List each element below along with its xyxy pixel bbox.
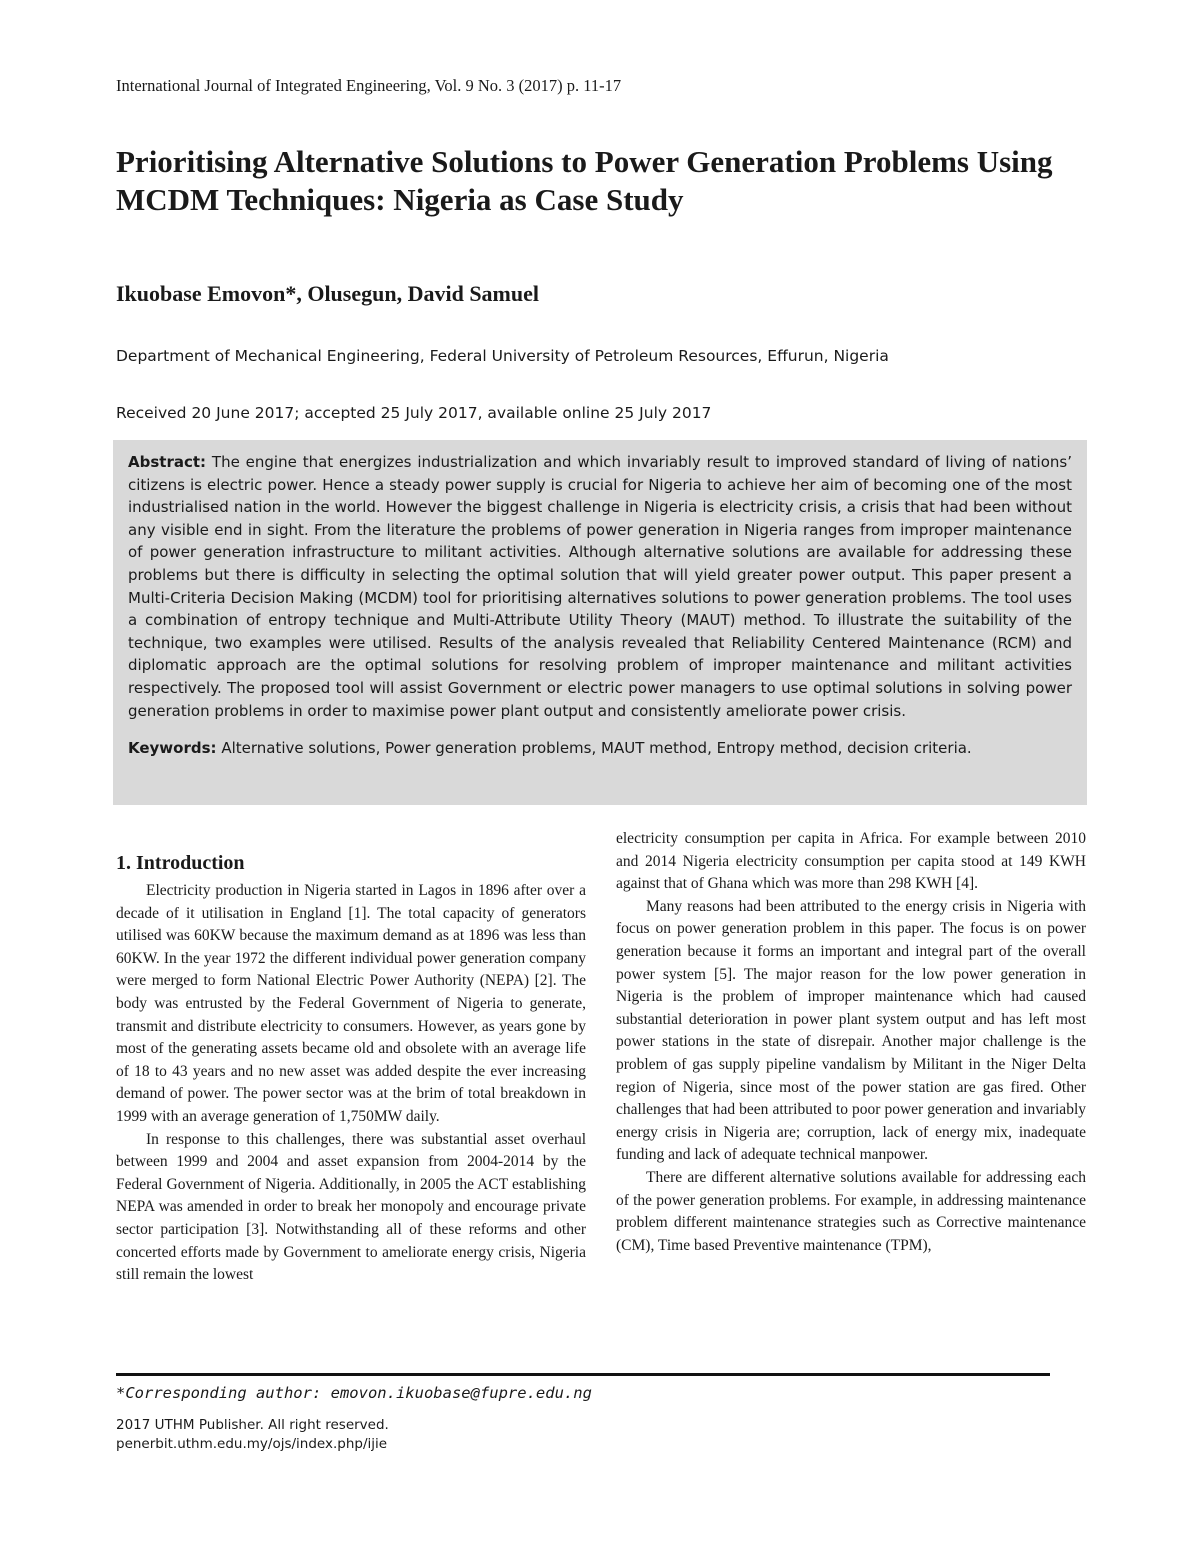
section-heading: 1. Introduction	[116, 852, 245, 874]
corresponding-author: *Corresponding author: emovon.ikuobase@fupre.edu.ng	[116, 1384, 592, 1402]
journal-url[interactable]: penerbit.uthm.edu.my/ojs/index.php/ijie	[116, 1436, 388, 1452]
right-column	[616, 828, 1086, 1257]
journal-header: International Journal of Integrated Engineering, Vol. 9 No. 3 (2017) p. 11-17	[116, 76, 622, 95]
paragraph: Many reasons had been attributed to the energy crisis in Nigeria with focus on power generation problem in this paper. The focus is on power generation because it forms an important and integral part of the overall power system [5]. The major reason for the low power generation in Nigeria is the problem of improper maintenance which had caused substantial deterioration in power plant system output and has left most power stations in the state of disrepair. Another major challenge is the problem of gas supply pipeline vandalism by Militant in the Niger Delta region of Nigeria, since most of the power station are gas fired. Other challenges that had been attributed to poor power generation and invariably energy crisis in Nigeria are; corruption, lack of energy mix, inadequate funding and lack of adequate technical manpower.	[616, 897, 1086, 1164]
abstract-box	[113, 440, 1087, 805]
copyright-line: 2017 UTHM Publisher. All right reserved.	[116, 1417, 389, 1433]
paragraph: There are different alternative solutions available for addressing each of the power generation problems. For example, in addressing maintenance problem different maintenance strategies such as Corrective maintenance (CM), Time based Preventive maintenance (TPM),	[616, 1168, 1086, 1254]
paragraph: In response to this challenges, there was substantial asset overhaul between 1999 and 2004 and asset expansion from 2004-2014 by the Federal Government of Nigeria. Additionally, in 2005 the ACT establishing NEPA was amended in order to break her monopoly and encourage private sector participation [3]. Notwithstanding all of these reforms and other concerted efforts made by Government to ameliorate energy crisis, Nigeria still remain the lowest	[116, 1130, 586, 1284]
left-column	[116, 850, 586, 1287]
footnote-rule	[116, 1373, 1050, 1376]
keywords-label: Keywords:	[128, 739, 217, 758]
affiliation: Department of Mechanical Engineering, Federal University of Petroleum Resources, Effurun, Nigeria	[116, 347, 889, 365]
paper-title: Prioritising Alternative Solutions to Power Generation Problems Using MCDM Techniques: Nigeria as Case Study	[116, 144, 1053, 217]
authors: Ikuobase Emovon*, Olusegun, David Samuel	[116, 281, 539, 306]
abstract-label: Abstract:	[128, 453, 207, 471]
keywords-text: Alternative solutions, Power generation problems, MAUT method, Entropy method, decision criteria.	[221, 739, 972, 758]
publisher-footer	[116, 1416, 389, 1454]
received-dates: Received 20 June 2017; accepted 25 July 2017, available online 25 July 2017	[116, 404, 712, 422]
paragraph: electricity consumption per capita in Africa. For example between 2010 and 2014 Nigeria electricity consumption per capita stood at 149 KWH against that of Ghana which was more than 298 KWH [4].	[616, 830, 1086, 893]
paragraph: Electricity production in Nigeria started in Lagos in 1896 after over a decade of it utilisation in England [1]. The total capacity of generators utilised was 60KW because the maximum demand as at 1896 was less than 60KW. In the year 1972 the different individual power generation company were merged to form National Electric Power Authority (NEPA) [2]. The body was entrusted by the Federal Government of Nigeria to generate, transmit and distribute electricity to consumers. However, as years gone by most of the generating assets became old and obsolete with an average life of 18 to 43 years and no new asset was added despite the ever increasing demand of power. The power sector was at the brim of total breakdown in 1999 with an average generation of 1,750MW daily.	[116, 882, 586, 1125]
abstract	[128, 451, 1072, 722]
abstract-text: The engine that energizes industrialization and which invariably result to improved standard of living of nations’ citizens is electric power. Hence a steady power supply is crucial for Nigeria to achieve her aim of becoming one of the most industrialised nation in the world. However the biggest challenge in Nigeria is electricity crisis, a crisis that had been without any visible end in sight. From the literature the problems of power generation in Nigeria ranges from improper maintenance of power generation infrastructure to militant activities. Although alternative solutions are available for addressing these problems but there is difficulty in selecting the optimal solution that will yield greater power output. This paper present a Multi-Criteria Decision Making (MCDM) tool for prioritising alternatives solutions to power generation problems. The tool uses a combination of entropy technique and Multi-Attribute Utility Theory (MAUT) method. To illustrate the suitability of the technique, two examples were utilised. Results of the analysis revealed that Reliability Centered Maintenance (RCM) and diplomatic approach are the optimal solutions for resolving problem of improper maintenance and militant activities respectively. The proposed tool will assist Government or electric power managers to use optimal solutions in solving power generation problems in order to maximise power plant output and consistently ameliorate power crisis.	[128, 453, 1072, 720]
keywords	[128, 737, 1072, 759]
